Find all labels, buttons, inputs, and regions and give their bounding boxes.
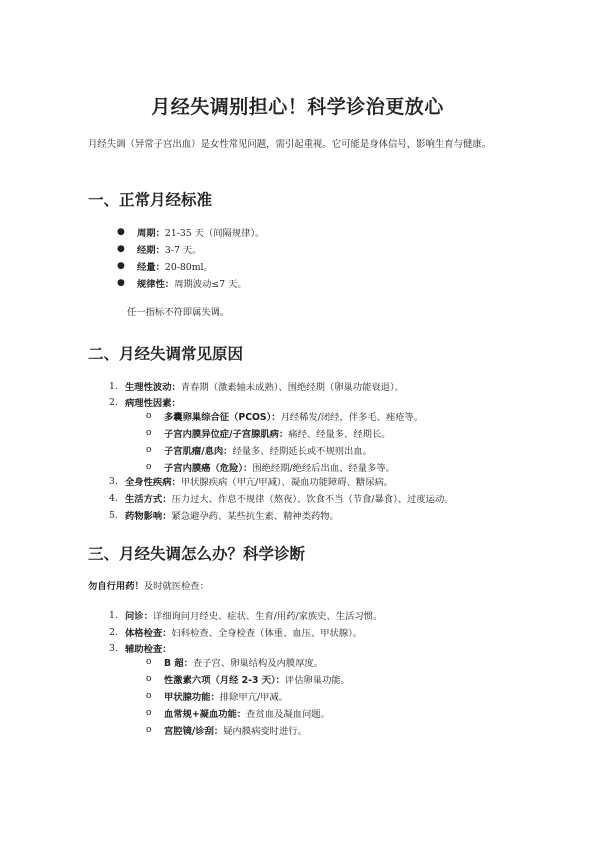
lead-label: 勿自行用药！	[88, 581, 144, 592]
sub-bullet-icon: o	[146, 411, 152, 421]
lead-text: 及时就医检查：	[143, 581, 209, 592]
item-label: 宫腔镜/诊刮：	[164, 726, 224, 737]
item-label: B 超：	[164, 658, 193, 669]
item-text: 青春期（激素轴未成熟）、围绝经期（卵巢功能衰退）。	[180, 382, 404, 393]
sub-list-item	[164, 725, 307, 738]
sub-list-item	[164, 691, 288, 704]
item-text: 经量多、经期延长或不规则出血。	[232, 446, 372, 457]
sub-bullet-icon: o	[146, 725, 152, 735]
bullet-icon: ●	[117, 227, 125, 237]
sub-list-item	[164, 657, 323, 670]
item-label: 经期：	[137, 245, 165, 256]
item-text: 甲状腺疾病（甲亢/甲减）、凝血功能障碍、糖尿病。	[180, 477, 394, 488]
bullet-icon: ●	[117, 261, 125, 271]
item-label: 药物影响：	[125, 511, 172, 522]
section-1-heading: 一、正常月经标准	[88, 191, 213, 209]
sub-bullet-icon: o	[146, 674, 152, 684]
list-item	[125, 627, 362, 640]
item-text: 查子宫、卵巢结构及内膜厚度。	[192, 658, 324, 669]
item-text: 围绝经期/绝经后出血、经量多等。	[252, 463, 395, 474]
sub-list-item	[164, 428, 391, 441]
item-number: 1.	[109, 610, 118, 621]
sub-bullet-icon: o	[146, 428, 152, 438]
item-number: 3.	[109, 476, 118, 487]
sub-bullet-icon: o	[146, 708, 152, 718]
item-label: 经量：	[137, 262, 165, 273]
item-label: 血常规+凝血功能：	[164, 709, 247, 720]
item-label: 生理性波动：	[125, 382, 181, 393]
item-label: 生活方式：	[125, 494, 172, 505]
list-item	[137, 278, 247, 291]
page-title: 月经失调别担心！科学诊治更放心	[151, 96, 444, 118]
list-item	[137, 227, 264, 240]
item-text: 月经稀发/闭经，伴多毛、痤疮等。	[280, 412, 424, 423]
criteria-note: 任一指标不符即属失调。	[127, 307, 230, 318]
item-number: 4.	[109, 493, 118, 504]
item-number: 2.	[109, 627, 118, 638]
sub-bullet-icon: o	[146, 657, 152, 667]
sub-list-item	[164, 674, 350, 687]
sub-bullet-icon: o	[146, 445, 152, 455]
item-label: 子宫内膜癌（危险）：	[164, 463, 253, 474]
sub-list-item	[164, 708, 330, 721]
item-number: 2.	[109, 397, 118, 408]
item-text: 妇科检查、全身检查（体重、血压、甲状腺）。	[171, 628, 363, 639]
item-label: 子宫肌瘤/息肉：	[164, 446, 233, 457]
item-text: 20-80ml。	[164, 262, 213, 273]
item-text: 疑内膜病变时进行。	[223, 726, 307, 737]
intro-paragraph: 月经失调（异常子宫出血）是女性常见问题，需引起重视。它可能是身体信号，影响生育与健康。	[88, 139, 492, 150]
list-item	[137, 261, 213, 274]
item-label: 性激素六项（月经 2-3 天）：	[164, 675, 285, 686]
lead-line	[88, 580, 209, 593]
item-text: 3-7 天。	[164, 245, 202, 256]
item-text: 查贫血及凝血问题。	[246, 709, 330, 720]
item-text: 痛经、经量多、经期长。	[288, 429, 391, 440]
section-3-heading: 三、月经失调怎么办？科学诊断	[88, 545, 306, 563]
bullet-icon: ●	[117, 278, 125, 288]
list-item	[125, 510, 339, 523]
item-text: 周期波动≤7 天。	[174, 279, 247, 290]
list-item	[125, 493, 454, 506]
item-text: 详细询问月经史、症状、生育/用药/家族史、生活习惯。	[152, 611, 383, 622]
item-text: 评估卵巢功能。	[284, 675, 350, 686]
item-label: 体格检查：	[125, 628, 172, 639]
item-label: 周期：	[137, 228, 165, 239]
sub-list-item	[164, 445, 372, 458]
section-2-heading: 二、月经失调常见原因	[88, 345, 244, 363]
sub-bullet-icon: o	[146, 462, 152, 472]
item-label: 多囊卵巢综合征（PCOS）：	[164, 412, 281, 423]
bullet-icon: ●	[117, 244, 125, 254]
item-number: 3.	[109, 643, 118, 654]
list-item	[125, 643, 172, 656]
item-label: 甲状腺功能：	[164, 692, 220, 703]
list-item	[137, 244, 201, 257]
item-label: 全身性疾病：	[125, 477, 181, 488]
sub-bullet-icon: o	[146, 691, 152, 701]
list-item	[125, 397, 181, 410]
item-number: 1.	[109, 381, 118, 392]
item-label: 病理性因素：	[125, 398, 181, 409]
list-item	[125, 610, 382, 623]
sub-list-item	[164, 411, 423, 424]
item-text: 21-35 天（间隔规律）。	[164, 228, 265, 239]
item-label: 问诊：	[125, 611, 153, 622]
sub-list-item	[164, 462, 395, 475]
list-item	[125, 476, 393, 489]
item-label: 辅助检查：	[125, 644, 172, 655]
item-text: 排除甲亢/甲减。	[219, 692, 289, 703]
item-number: 5.	[109, 510, 118, 521]
item-label: 子宫内膜异位症/子宫腺肌病：	[164, 429, 289, 440]
item-label: 规律性：	[137, 279, 175, 290]
item-text: 压力过大、作息不规律（熬夜）、饮食不当（节食/暴食）、过度运动。	[171, 494, 454, 505]
list-item	[125, 381, 404, 394]
item-text: 紧急避孕药、某些抗生素、精神类药物。	[171, 511, 339, 522]
